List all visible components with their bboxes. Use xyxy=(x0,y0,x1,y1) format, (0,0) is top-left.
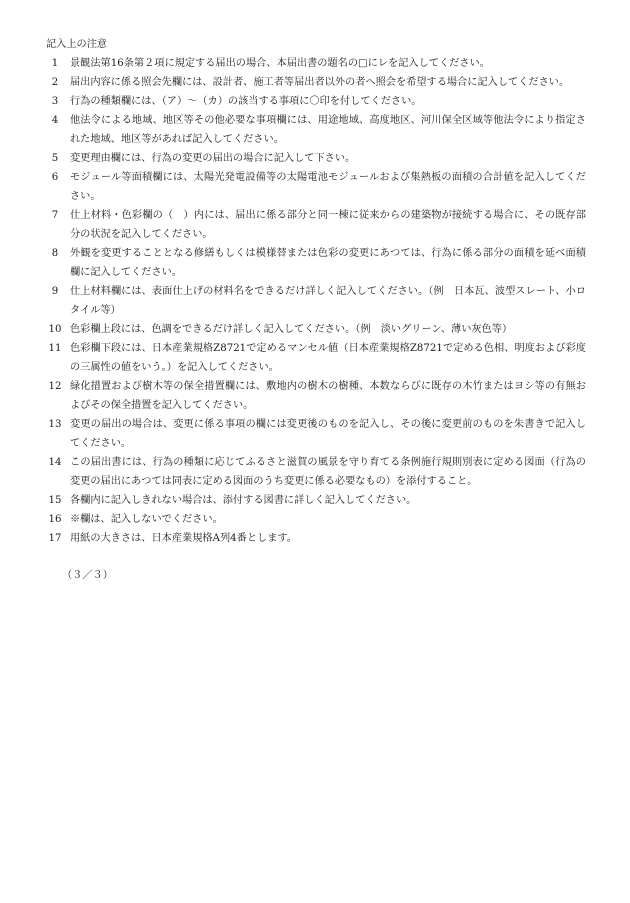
note-text: 各欄内に記入しきれない場合は、添付する図書に詳しく記入してください。 xyxy=(70,495,417,506)
note-text: 緑化措置および樹木等の保全措置欄には、敷地内の樹木の樹種、本数ならびに既存の木竹またはヨシ等の有無およびその保全措置を記入してください。 xyxy=(70,381,586,411)
note-item xyxy=(46,453,586,491)
note-item xyxy=(46,415,586,453)
note-number: 14 xyxy=(48,457,62,468)
notes-list xyxy=(46,54,586,548)
note-text: モジュール等面積欄には、太陽光発電設備等の太陽電池モジュールおよび集熱板の面積の合計値を記入してください。 xyxy=(70,172,586,202)
note-item xyxy=(46,168,586,206)
note-item xyxy=(46,92,586,111)
note-number: 10 xyxy=(48,324,62,335)
note-number: 4 xyxy=(51,115,59,126)
section-heading: 記入上の注意 xyxy=(46,39,108,50)
note-text: 外観を変更することとなる修繕もしくは模様替または色彩の変更にあつては、行為に係る部分の面積を延べ面積欄に記入してください。 xyxy=(70,248,586,278)
note-item xyxy=(46,282,586,320)
note-item xyxy=(46,529,586,548)
note-number: 5 xyxy=(51,153,59,164)
note-number: 13 xyxy=(48,419,62,430)
note-number: 8 xyxy=(51,248,59,259)
note-item xyxy=(46,339,586,377)
note-number: 2 xyxy=(51,77,59,88)
note-number: 15 xyxy=(48,495,62,506)
note-text: ※欄は、記入しないでください。 xyxy=(70,514,223,525)
page-indicator: （３／３） xyxy=(62,570,113,581)
note-text: 色彩欄下段には、日本産業規格Z8721で定めるマンセル値（日本産業規格Z8721で定める色相、明度および彩度の三属性の値をいう。）を記入してください。 xyxy=(70,343,586,373)
note-text: 色彩欄上段には、色調をできるだけ詳しく記入してください。（例 淡いグリーン、薄い灰色等） xyxy=(70,324,513,335)
note-text: 届出内容に係る照会先欄には、設計者、施工者等届出者以外の者へ照会を希望する場合に記入してください。 xyxy=(70,77,570,88)
note-item xyxy=(46,206,586,244)
note-item xyxy=(46,244,586,282)
note-text: 景観法第16条第２項に規定する届出の場合、本届出書の題名の□にレを記入してください。 xyxy=(70,58,490,69)
note-number: 7 xyxy=(51,210,59,221)
note-item xyxy=(46,54,586,73)
note-number: 17 xyxy=(48,533,62,544)
note-text: 変更理由欄には、行為の変更の届出の場合に記入して下さい。 xyxy=(70,153,356,164)
note-text: 他法令による地域、地区等その他必要な事項欄には、用途地域、高度地区、河川保全区域等他法令により指定された地域、地区等があれば記入してください。 xyxy=(70,115,586,145)
note-item xyxy=(46,111,586,149)
note-number: 6 xyxy=(51,172,59,183)
note-number: 1 xyxy=(51,58,59,69)
note-number: 11 xyxy=(48,343,62,354)
note-text: 仕上材料欄には、表面仕上げの材料名をできるだけ詳しく記入してください。（例 日本瓦、波型スレート、小ロタイル等） xyxy=(70,286,586,316)
note-text: 用紙の大きさは、日本産業規格A列4番とします。 xyxy=(70,533,297,544)
note-number: 16 xyxy=(48,514,62,525)
note-number: 12 xyxy=(48,381,62,392)
note-item xyxy=(46,510,586,529)
note-text: 行為の種類欄には、（ア）〜（カ）の該当する事項に〇印を付してください。 xyxy=(70,96,422,107)
note-text: 変更の届出の場合は、変更に係る事項の欄には変更後のものを記入し、その後に変更前のものを朱書きで記入してください。 xyxy=(70,419,586,449)
note-item xyxy=(46,377,586,415)
note-item xyxy=(46,73,586,92)
note-number: 3 xyxy=(51,96,59,107)
note-item xyxy=(46,491,586,510)
note-number: 9 xyxy=(51,286,59,297)
note-text: 仕上材料・色彩欄の（ ）内には、届出に係る部分と同一棟に従来からの建築物が接続する場合に、その既存部分の状況を記入してください。 xyxy=(70,210,586,240)
note-item xyxy=(46,149,586,168)
note-text: この届出書には、行為の種類に応じてふるさと滋賀の風景を守り育てる条例施行規則別表に定める図面（行為の変更の届出にあつては同表に定める図面のうち変更に係る必要なもの）を添付すること。 xyxy=(70,457,586,487)
note-item xyxy=(46,320,586,339)
